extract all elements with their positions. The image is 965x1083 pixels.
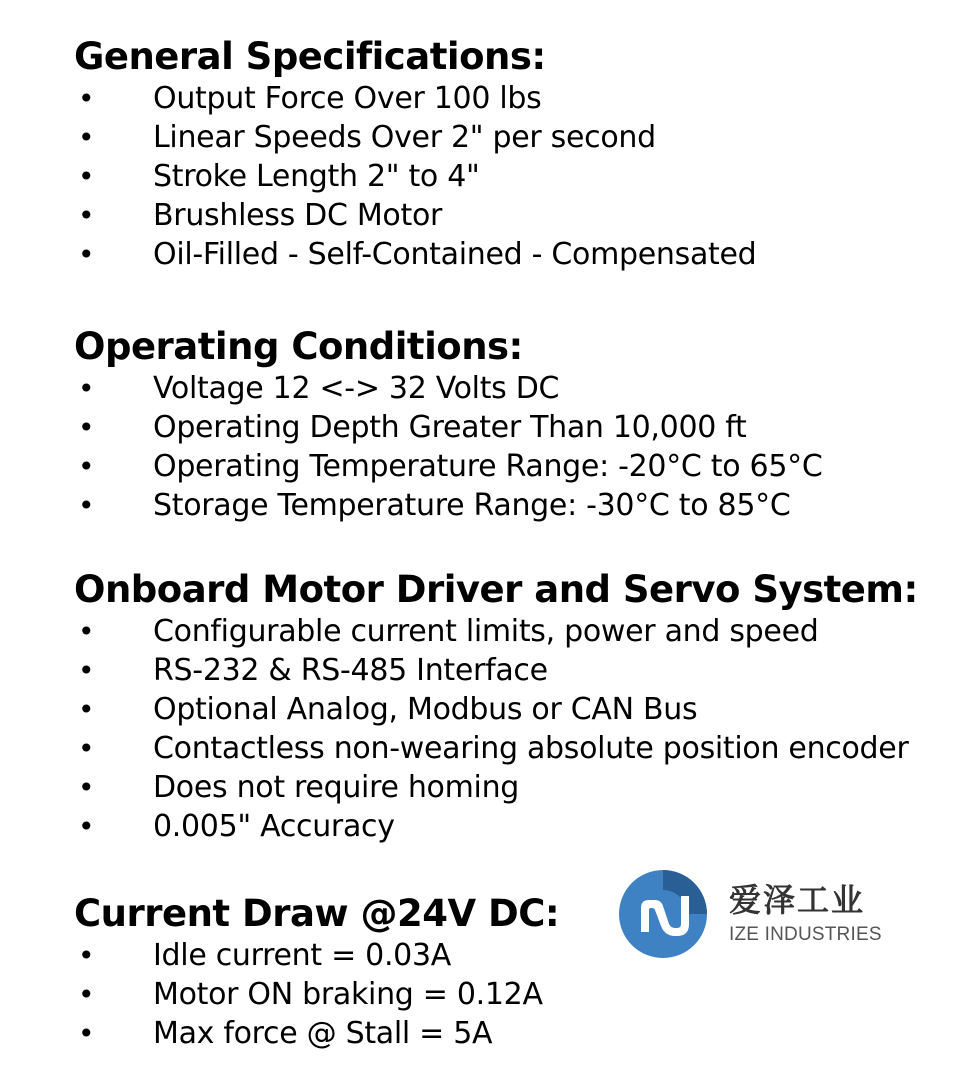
list-item-text: RS-232 & RS-485 Interface (153, 653, 548, 688)
bullet-icon: • (78, 160, 95, 193)
list-item-text: Storage Temperature Range: -30°C to 85°C (153, 488, 791, 523)
list-item-text: Optional Analog, Modbus or CAN Bus (153, 692, 698, 727)
list-item (74, 936, 559, 975)
list-item-text: Oil-Filled - Self-Contained - Compensated (153, 237, 757, 272)
logo-english-name: IZE INDUSTRIES (729, 924, 882, 945)
bullet-icon: • (78, 810, 95, 843)
section-current-draw (74, 892, 559, 1053)
bullet-icon: • (78, 939, 95, 972)
list-item (74, 651, 918, 690)
ize-logo-icon (617, 868, 709, 960)
bullet-icon: • (78, 693, 95, 726)
bullet-icon: • (78, 121, 95, 154)
list-item (74, 118, 656, 157)
list-item (74, 369, 560, 408)
bullet-icon: • (78, 372, 95, 405)
bullet-icon: • (78, 771, 95, 804)
section-general-specifications (74, 35, 757, 274)
list-item-text: Operating Temperature Range: -20°C to 65°C (153, 449, 823, 484)
list-item (74, 690, 918, 729)
list-item (74, 729, 918, 768)
bullet-icon: • (78, 199, 95, 232)
list-item (74, 196, 546, 235)
bullet-icon: • (78, 238, 95, 271)
list-item (74, 486, 791, 525)
bullet-list (74, 612, 918, 846)
list-item (74, 612, 918, 651)
bullet-icon: • (78, 654, 95, 687)
bullet-icon: • (78, 411, 95, 444)
list-item (74, 157, 546, 196)
bullet-icon: • (78, 82, 95, 115)
section-heading: Onboard Motor Driver and Servo System: (74, 568, 918, 611)
list-item (74, 408, 747, 447)
list-item-text: Brushless DC Motor (153, 198, 443, 233)
list-item-text: Voltage 12 <-> 32 Volts DC (153, 371, 560, 406)
section-heading: Operating Conditions: (74, 325, 523, 368)
list-item-text: 0.005" Accuracy (153, 809, 395, 844)
list-item-text: Output Force Over 100 lbs (153, 81, 542, 116)
bullet-list (74, 936, 559, 1053)
bullet-icon: • (78, 489, 95, 522)
list-item (74, 1014, 559, 1053)
logo-chinese-name: 爱泽工业 (729, 881, 866, 919)
bullet-icon: • (78, 732, 95, 765)
list-item-text: Linear Speeds Over 2" per second (153, 120, 656, 155)
bullet-list (74, 369, 823, 525)
list-item (74, 79, 546, 118)
list-item (74, 975, 559, 1014)
list-item (74, 447, 823, 486)
section-operating-conditions (74, 325, 823, 525)
list-item-text: Operating Depth Greater Than 10,000 ft (153, 410, 747, 445)
section-onboard-motor-driver (74, 568, 918, 846)
list-item (74, 235, 757, 274)
list-item-text: Stroke Length 2" to 4" (153, 159, 480, 194)
list-item (74, 768, 918, 807)
list-item (74, 807, 918, 846)
ize-industries-watermark (617, 868, 917, 960)
section-heading: General Specifications: (74, 35, 546, 78)
bullet-icon: • (78, 450, 95, 483)
list-item-text: Max force @ Stall = 5A (153, 1016, 493, 1051)
bullet-icon: • (78, 1017, 95, 1050)
bullet-icon: • (78, 615, 95, 648)
bullet-list (74, 79, 757, 274)
list-item-text: Configurable current limits, power and speed (153, 614, 819, 649)
list-item-text: Does not require homing (153, 770, 520, 805)
list-item-text: Idle current = 0.03A (153, 938, 451, 973)
bullet-icon: • (78, 978, 95, 1011)
section-heading: Current Draw @24V DC: (74, 892, 560, 935)
list-item-text: Motor ON braking = 0.12A (153, 977, 543, 1012)
list-item-text: Contactless non-wearing absolute position encoder (153, 731, 909, 766)
